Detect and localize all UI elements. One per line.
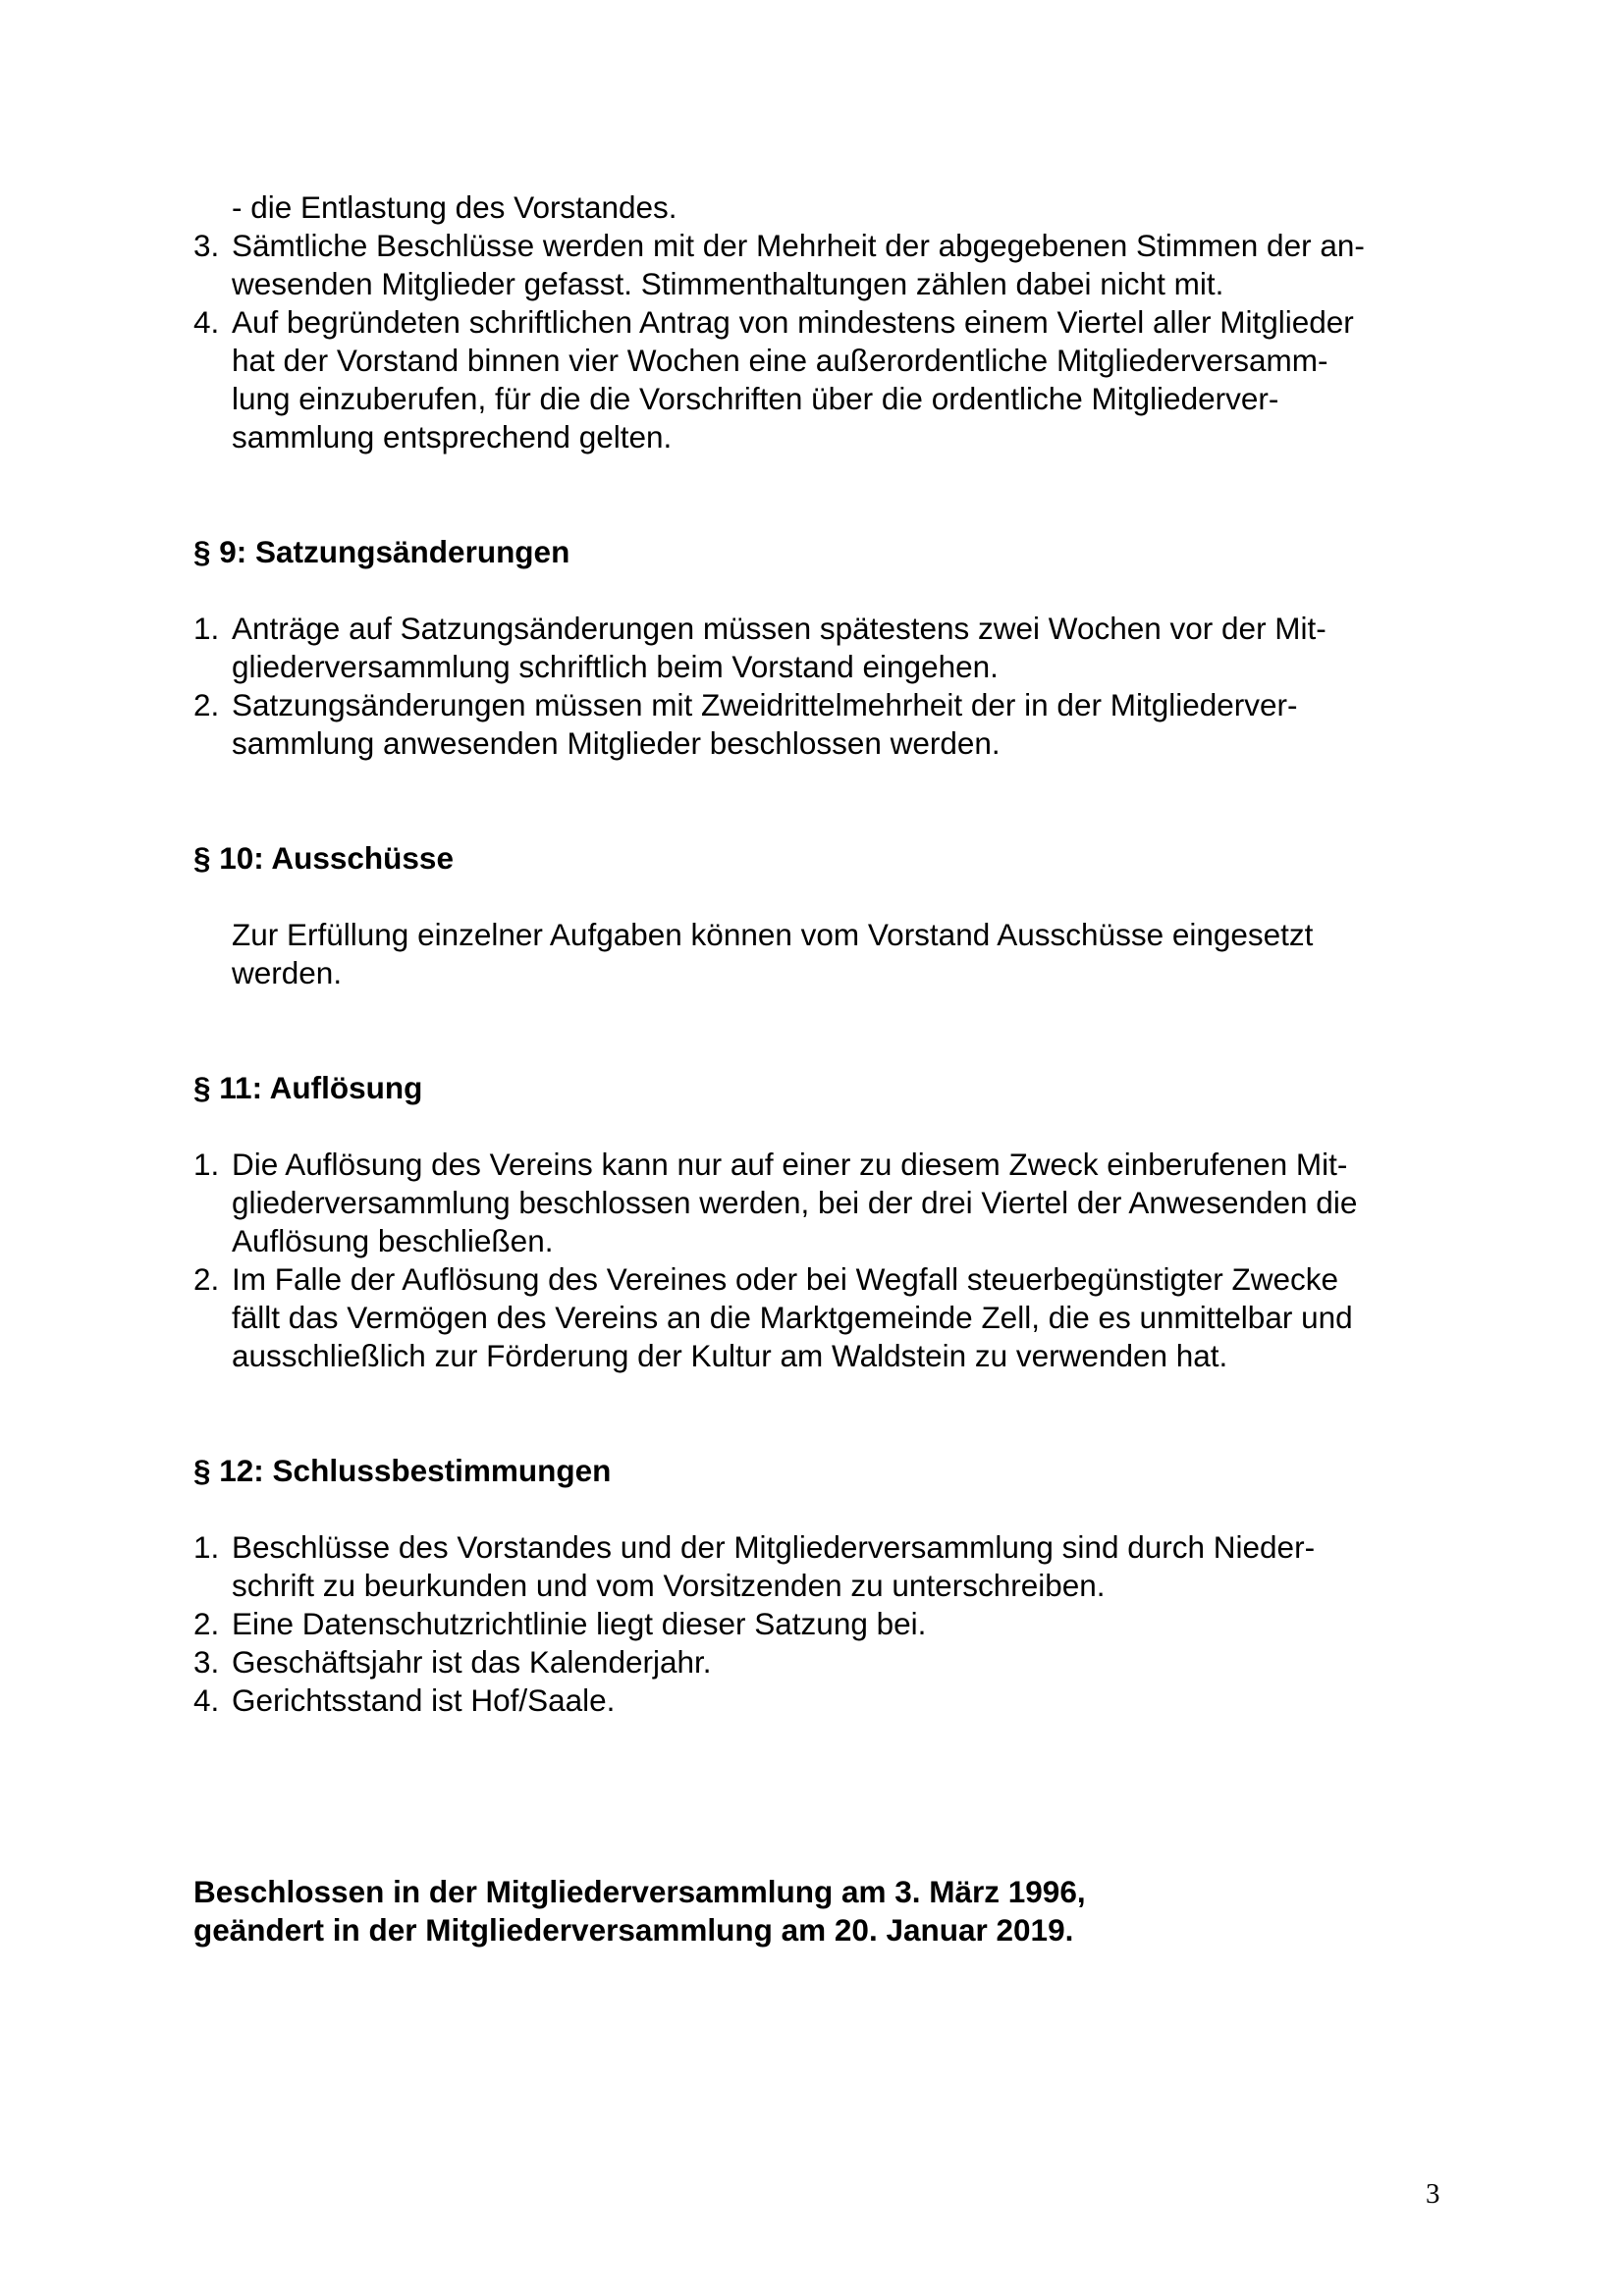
list-item-number: 1.: [193, 1147, 220, 1182]
list-item-number: 2.: [193, 1261, 220, 1297]
section-heading: § 9: Satzungsänderungen: [193, 534, 570, 569]
spacer: [193, 1490, 1470, 1528]
list-item: [193, 610, 1470, 686]
list-item-number: 2.: [193, 687, 220, 722]
page-content: [193, 188, 1470, 1949]
list-item-line: sammlung anwesenden Mitglieder beschlossen werden.: [232, 725, 1001, 761]
paragraph-line: Zur Erfüllung einzelner Aufgaben können vom Vorstand Ausschüsse eingesetzt: [232, 917, 1314, 952]
spacer: [193, 992, 1470, 1069]
list-item-line: schrift zu beurkunden und vom Vorsitzenden zu unterschreiben.: [232, 1568, 1106, 1603]
list-item-number: 1.: [193, 611, 220, 646]
list-item-line: Anträge auf Satzungsänderungen müssen spätestens zwei Wochen vor der Mit-: [232, 611, 1326, 646]
list-item-line: Auf begründeten schriftlichen Antrag von mindestens einem Viertel aller Mitglieder: [232, 304, 1354, 340]
list-item: [193, 1643, 1470, 1682]
list-item-line: lung einzuberufen, für die die Vorschriften über die ordentliche Mitgliederver-: [232, 381, 1279, 416]
list-item-line: hat der Vorstand binnen vier Wochen eine außerordentliche Mitgliederversamm-: [232, 343, 1328, 378]
list-item-line: ausschließlich zur Förderung der Kultur am Waldstein zu verwenden hat.: [232, 1338, 1228, 1373]
section-heading: § 12: Schlussbestimmungen: [193, 1453, 612, 1488]
list-item-line: wesenden Mitglieder gefasst. Stimmenthaltungen zählen dabei nicht mit.: [232, 266, 1224, 301]
list-item-line: Die Auflösung des Vereins kann nur auf einer zu diesem Zweck einberufenen Mit-: [232, 1147, 1348, 1182]
list-item-number: 1.: [193, 1529, 220, 1565]
spacer: [193, 763, 1470, 839]
section-heading: § 11: Auflösung: [193, 1070, 423, 1105]
list-item: [193, 1605, 1470, 1643]
spacer: [193, 571, 1470, 610]
closing-statement: [193, 1873, 1470, 1949]
list-item: [193, 303, 1470, 456]
section-paragraph: [193, 916, 1470, 992]
list-item: [193, 686, 1470, 763]
list-item-number: 4.: [193, 1682, 220, 1718]
list-item: [193, 1146, 1470, 1260]
list-item: [193, 1528, 1470, 1605]
list-item-line: Satzungsänderungen müssen mit Zweidrittelmehrheit der in der Mitgliederver-: [232, 687, 1298, 722]
paragraph-line: werden.: [232, 955, 343, 990]
list-item: [193, 1682, 1470, 1720]
list-item-line: Beschlüsse des Vorstandes und der Mitgliederversammlung sind durch Nieder-: [232, 1529, 1316, 1565]
page-number: 3: [1426, 2178, 1440, 2210]
list-item: [193, 1260, 1470, 1375]
closing-line: geändert in der Mitgliederversammlung am 20. Januar 2019.: [193, 1912, 1074, 1948]
list-item-line: Eine Datenschutzrichtlinie liegt dieser Satzung bei.: [232, 1606, 927, 1641]
closing-line: Beschlossen in der Mitgliederversammlung am 3. März 1996,: [193, 1874, 1086, 1909]
list-item-number: 2.: [193, 1606, 220, 1641]
spacer: [193, 456, 1470, 533]
spacer: [193, 1720, 1470, 1873]
list-item-line: Sämtliche Beschlüsse werden mit der Mehrheit der abgegebenen Stimmen der an-: [232, 228, 1365, 263]
intro-dash-line: - die Entlastung des Vorstandes.: [232, 189, 677, 225]
spacer: [193, 878, 1470, 916]
list-item-line: Gerichtsstand ist Hof/Saale.: [232, 1682, 616, 1718]
spacer: [193, 1375, 1470, 1452]
list-item-number: 3.: [193, 1644, 220, 1680]
list-item-line: gliederversammlung schriftlich beim Vorstand eingehen.: [232, 649, 999, 684]
list-item-line: fällt das Vermögen des Vereins an die Marktgemeinde Zell, die es unmittelbar und: [232, 1300, 1353, 1335]
list-item-number: 4.: [193, 304, 220, 340]
list-item-line: sammlung entsprechend gelten.: [232, 419, 673, 454]
list-item-line: Auflösung beschließen.: [232, 1223, 554, 1258]
list-item-line: Im Falle der Auflösung des Vereines oder bei Wegfall steuerbegünstigter Zwecke: [232, 1261, 1339, 1297]
list-item-number: 3.: [193, 228, 220, 263]
list-item-line: Geschäftsjahr ist das Kalenderjahr.: [232, 1644, 712, 1680]
spacer: [193, 1107, 1470, 1146]
list-item: [193, 227, 1470, 303]
section-heading: § 10: Ausschüsse: [193, 840, 454, 876]
list-item-line: gliederversammlung beschlossen werden, bei der drei Viertel der Anwesenden die: [232, 1185, 1358, 1220]
